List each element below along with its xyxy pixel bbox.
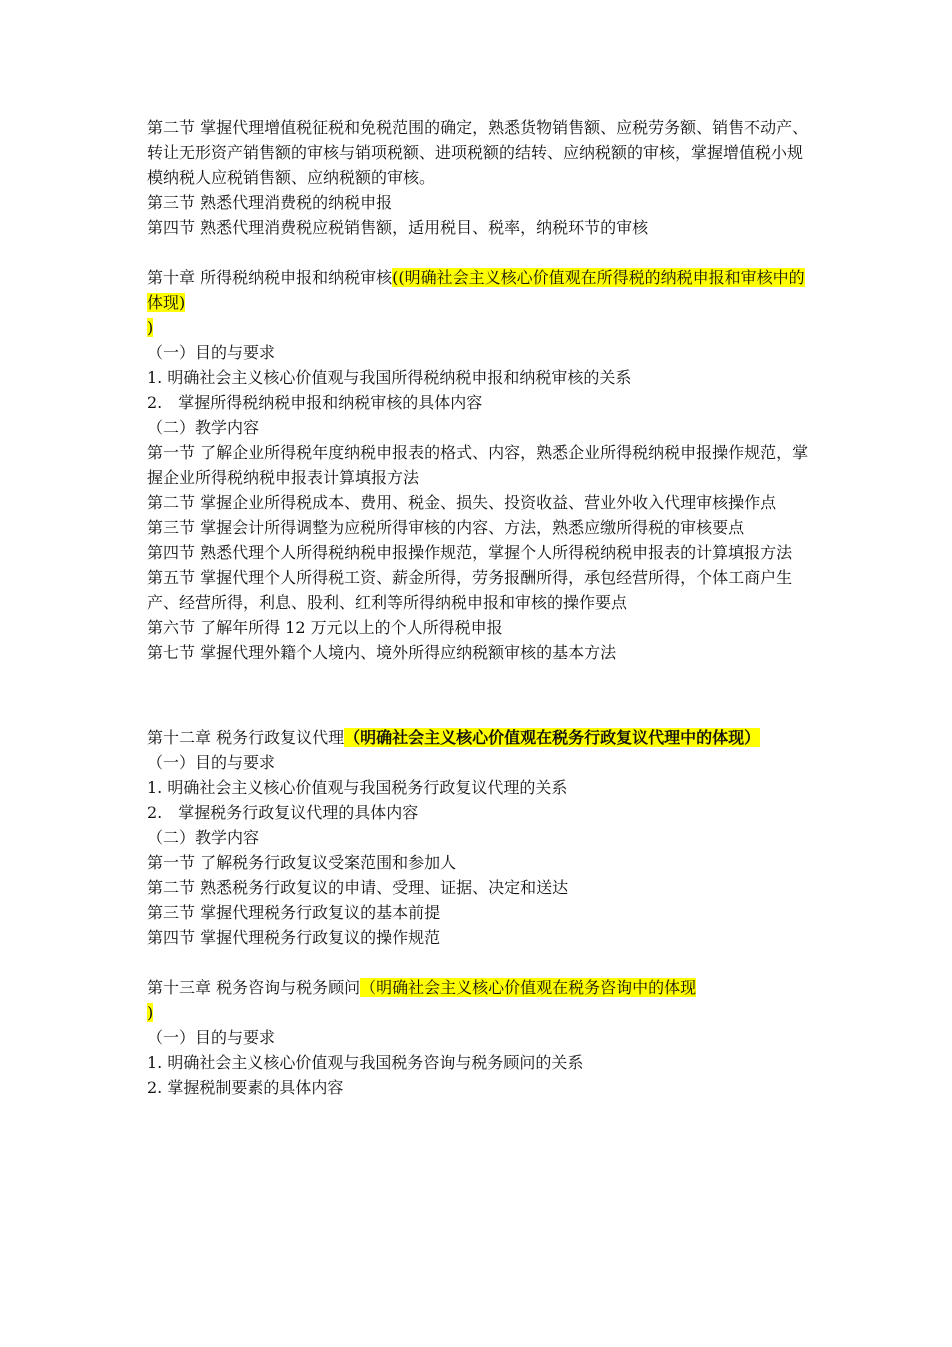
chapter-12-content-heading: （二）教学内容 <box>147 828 260 847</box>
chapter-13-highlight-tail: ) <box>147 1003 154 1022</box>
chapter-10-section-5: 第五节 掌握代理个人所得税工资、薪金所得，劳务报酬所得，承包经营所得，个体工商户生产、经营所得，利息、股利、红利等所得纳税申报和审核的操作要点 <box>147 568 793 612</box>
chapter-10-goal-2: 2. 掌握所得税纳税申报和纳税审核的具体内容 <box>147 393 483 412</box>
chapter-12-section-1: 第一节 了解税务行政复议受案范围和参加人 <box>147 853 457 872</box>
chapter-13-goal-heading: （一）目的与要求 <box>147 1028 276 1047</box>
chapter-10-highlight-tail: ) <box>147 318 154 337</box>
chapter-12-section-2: 第二节 熟悉税务行政复议的申请、受理、证据、决定和送达 <box>147 878 569 897</box>
section-4-paragraph: 第四节 熟悉代理消费税应税销售额，适用税目、税率，纳税环节的审核 <box>147 218 649 237</box>
section-2-paragraph: 第二节 掌握代理增值税征税和免税范围的确定，熟悉货物销售额、应税劳务额、销售不动产、转让无形资产销售额的审核与销项税额、进项税额的结转、应纳税额的审核，掌握增值税小规模纳税人应税销售额、应纳税额的审核。 <box>147 118 809 187</box>
chapter-10-heading <box>147 265 812 315</box>
chapter-12-heading <box>147 725 812 750</box>
chapter-13-goal-2: 2. 掌握税制要素的具体内容 <box>147 1078 344 1097</box>
chapter-12-title: 第十二章 税务行政复议代理 <box>147 728 345 747</box>
chapter-12-goal-1: 1. 明确社会主义核心价值观与我国税务行政复议代理的关系 <box>147 778 568 797</box>
chapter-10-section-6: 第六节 了解年所得 12 万元以上的个人所得税申报 <box>147 618 503 637</box>
chapter-13-heading <box>147 975 812 1000</box>
section-3-paragraph: 第三节 熟悉代理消费税的纳税申报 <box>147 193 393 212</box>
spacer <box>147 240 812 265</box>
chapter-10-goal-heading: （一）目的与要求 <box>147 343 276 362</box>
chapter-13-highlight: （明确社会主义核心价值观在税务咨询中的体现 <box>360 978 697 997</box>
chapter-12-section-3: 第三节 掌握代理税务行政复议的基本前提 <box>147 903 441 922</box>
chapter-10-section-2: 第二节 掌握企业所得税成本、费用、税金、损失、投资收益、营业外收入代理审核操作点 <box>147 493 777 512</box>
chapter-10-highlight: ((明确社会主义核心价值观在所得税的纳税申报和审核中的体现) <box>147 268 805 312</box>
chapter-12-goal-heading: （一）目的与要求 <box>147 753 276 772</box>
chapter-10-section-7: 第七节 掌握代理外籍个人境内、境外所得应纳税额审核的基本方法 <box>147 643 617 662</box>
chapter-10-section-4: 第四节 熟悉代理个人所得税纳税申报操作规范，掌握个人所得税纳税申报表的计算填报方法 <box>147 543 793 562</box>
chapter-10-highlight-tail-line <box>147 315 812 340</box>
chapter-10-title: 第十章 所得税纳税申报和纳税审核 <box>147 268 393 287</box>
chapter-10-goal-1: 1. 明确社会主义核心价值观与我国所得税纳税申报和纳税审核的关系 <box>147 368 632 387</box>
chapter-12-goal-2: 2. 掌握税务行政复议代理的具体内容 <box>147 803 419 822</box>
chapter-13-goal-1: 1. 明确社会主义核心价值观与我国税务咨询与税务顾问的关系 <box>147 1053 584 1072</box>
chapter-10-section-3: 第三节 掌握会计所得调整为应税所得审核的内容、方法，熟悉应缴所得税的审核要点 <box>147 518 745 537</box>
chapter-13-title: 第十三章 税务咨询与税务顾问 <box>147 978 361 997</box>
spacer <box>147 950 812 975</box>
chapter-13-highlight-tail-line <box>147 1000 812 1025</box>
chapter-12-highlight: （明确社会主义核心价值观在税务行政复议代理中的体现） <box>344 728 761 747</box>
chapter-10-content-heading: （二）教学内容 <box>147 418 260 437</box>
chapter-10-section-1: 第一节 了解企业所得税年度纳税申报表的格式、内容，熟悉企业所得税纳税申报操作规范，掌握企业所得税纳税申报表计算填报方法 <box>147 443 809 487</box>
spacer <box>147 665 812 715</box>
chapter-12-section-4: 第四节 掌握代理税务行政复议的操作规范 <box>147 928 441 947</box>
document-page <box>147 115 812 1100</box>
spacer <box>147 715 812 725</box>
